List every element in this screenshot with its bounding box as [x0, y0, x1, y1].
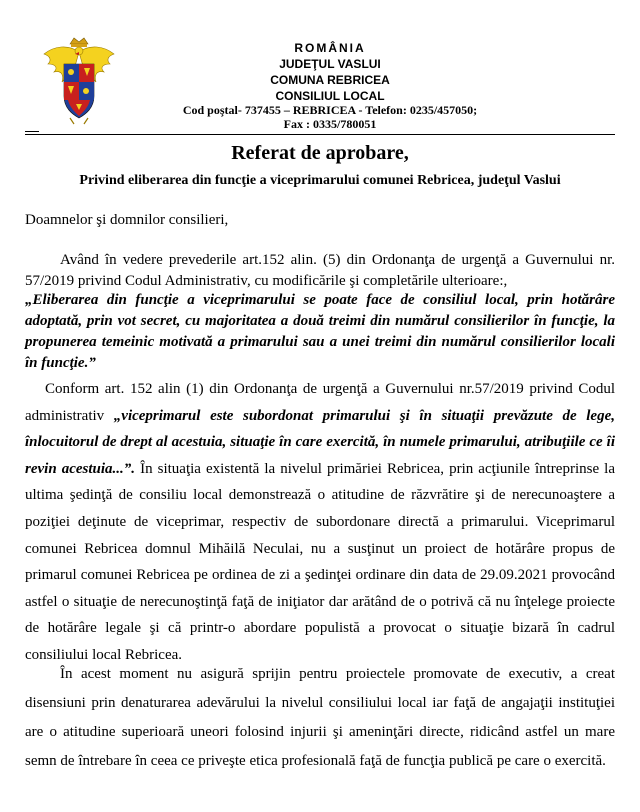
coat-of-arms-emblem: [40, 34, 118, 130]
greeting: Doamnelor şi domnilor consilieri,: [25, 212, 229, 228]
paragraph-quoted-law: „Eliberarea din funcţie a viceprimarului se poate face de consiliul local, prin hotărâre adoptată, prin vot secret, cu majoritatea a două treimi din numărul consilierilor în funcţie, la propunerea temeinic motivată a primarului sau a unei treimi din numărul consilierilor locali în funcţie.”: [25, 292, 615, 371]
paragraph-situation-body: În situaţia existentă la nivelul primăriei Rebricea, prin acţiunile întreprinse la ultima şedinţă de consiliu local demonstrează o atitudine de răzvrătire şi de nerecunoaştere a poziţiei deţinute de viceprimar, respectiv de subordonare directă a primarului. Viceprimarul comunei Rebricea domnul Mihăilă Neculai, nu a susţinut un proiect de hotărâre propus de primarul comunei Rebricea pe ordinea de zi a şedinţei ordinare din data de 29.09.2021 provocând astfel o situaţie de nerecunoştinţă faţă de iniţiator dar arătând de o potrivă că nu înţelege proiecte de hotărâre legale şi că printr-o abordare populistă a provocat o situaţie bizară în cadrul consiliului local Rebricea.: [25, 460, 615, 663]
paragraph-legal-basis: Având în vedere prevederile art.152 alin. (5) din Ordonanţa de urgenţă a Guvernului nr. 57/2019 privind Codul Administrativ, cu modificările şi completările ulterioare:,: [25, 252, 615, 289]
paragraph-situation: [25, 376, 615, 669]
header-contact: Cod poştal- 737455 – REBRICEA - Telefon: 0235/457050;: [182, 103, 478, 117]
header-fax: Fax : 0335/780051: [283, 117, 377, 131]
paragraph-situation-intro: Conform art. 152 alin (1) din Ordonanţa de urgenţă a Guvernului nr.57/2019 privind Codul administrativ: [25, 381, 615, 424]
header-country: ROMÂNIA: [294, 41, 366, 55]
paragraph-current-conduct: În acest moment nu asigură sprijin pentru proiectele promovate de executiv, a creat disensiuni prin denaturarea adevărului la nivelul consiliului local iar faţă de angajaţii instituţiei are o atitudine superioară uneori folosind injurii şi ameninţări directe, ridicând astfel un mare semn de întrebare în ceea ce priveşte etica profesională faţă de funcţia publică pe care o exercită.: [25, 666, 615, 769]
header-divider: [25, 134, 615, 135]
document-subtitle: Privind eliberarea din funcţie a viceprimarului comunei Rebricea, judeţul Vaslui: [79, 173, 561, 188]
header-rule-left: [25, 131, 39, 132]
paragraph-situation-quote: „viceprimarul este subordonat primarului şi în situaţii prevăzute de lege, înlocuitorul de drept al acestuia, situaţie în care exercită, în numele primarului, atribuţiile ce îi revin acestuia...”.: [25, 407, 615, 477]
header-county: JUDEŢUL VASLUI: [279, 57, 381, 71]
header-commune: COMUNA REBRICEA: [270, 73, 390, 87]
header-council: CONSILIUL LOCAL: [275, 89, 385, 103]
document-title: Referat de aprobare,: [231, 142, 409, 164]
